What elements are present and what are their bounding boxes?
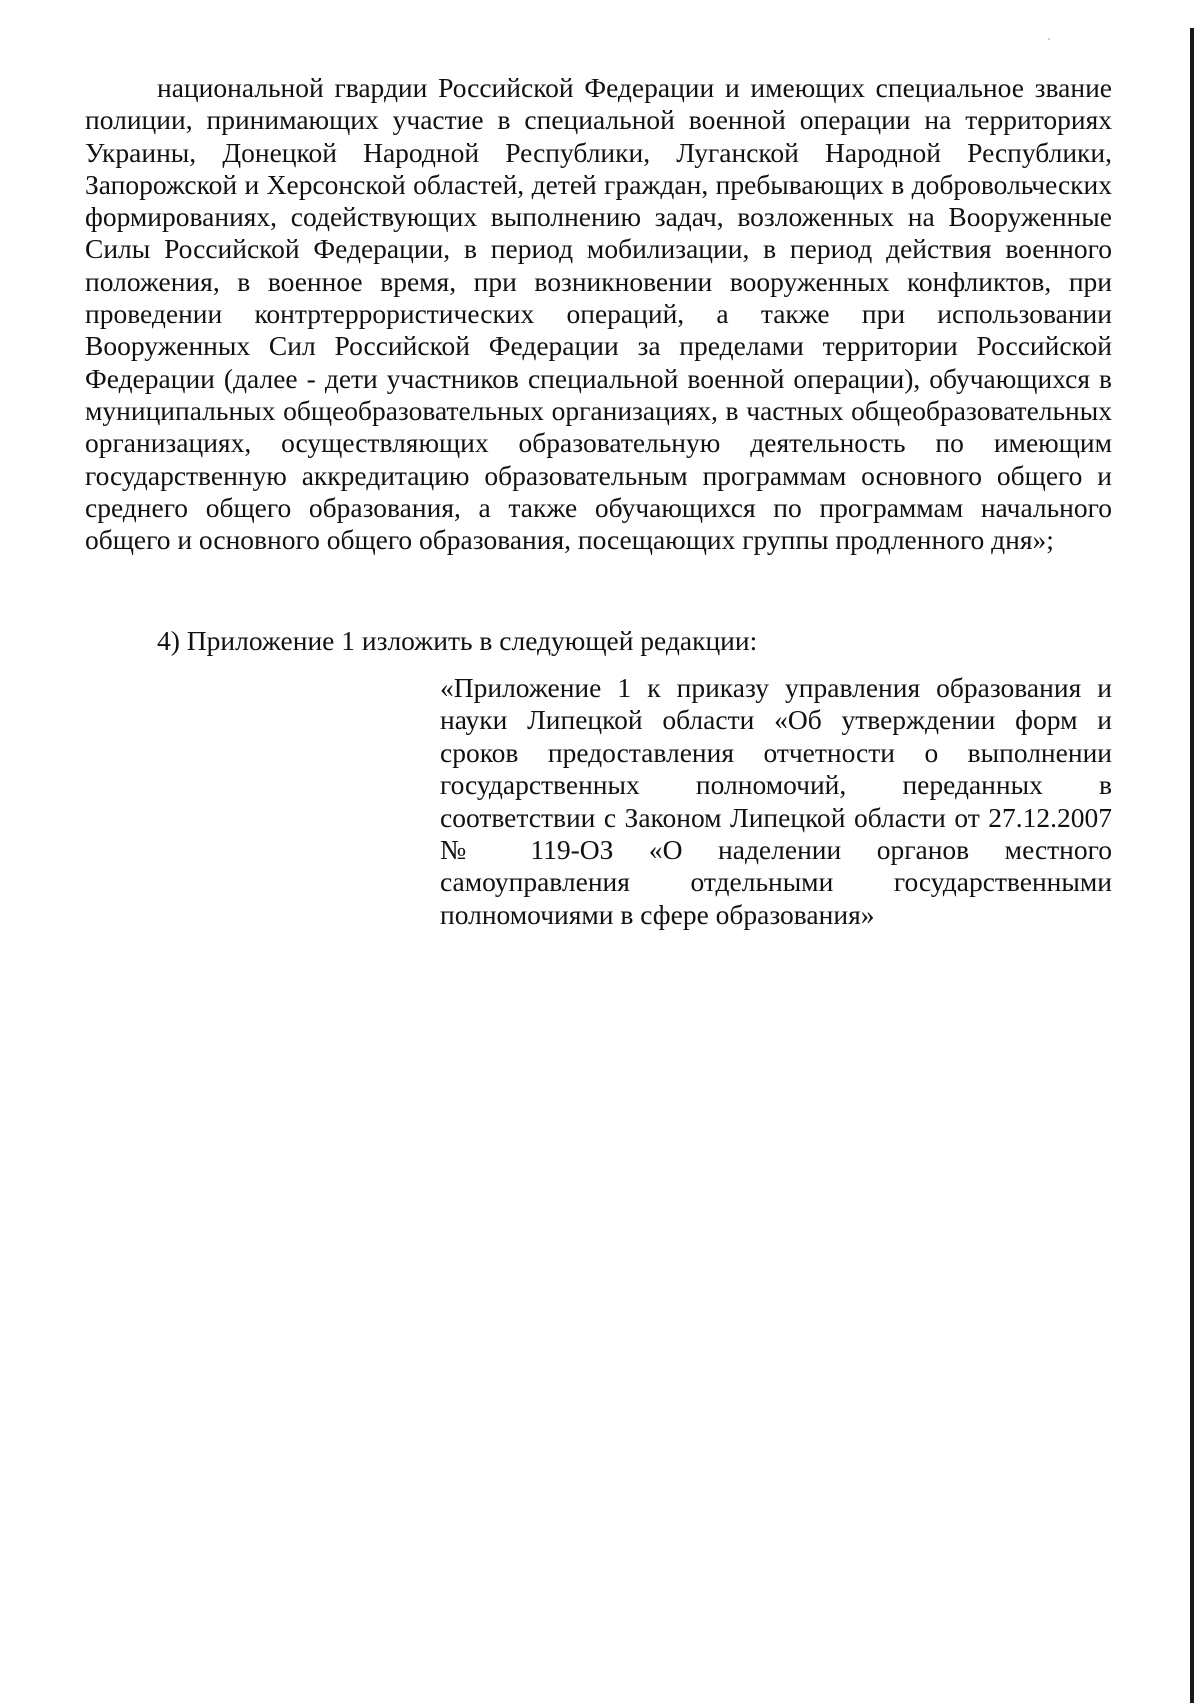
item-4-text: 4) Приложение 1 изложить в следующей редакции:	[157, 625, 758, 656]
appendix-header-text: «Приложение 1 к приказу управления образования и науки Липецкой области «Об утверждении форм и сроков предоставления отчетности о выполнении государственных полномочий, переданных в соответствии с Законом Липецкой области от 27.12.2007 № 119-ОЗ «О наделении органов местного самоуправления отдельными государственными полномочиями в сфере образования»	[440, 672, 1112, 930]
body-paragraph	[85, 72, 1112, 556]
scan-edge-line	[1190, 28, 1194, 1703]
scan-speck	[1048, 38, 1050, 40]
body-paragraph-text: национальной гвардии Российской Федерации и имеющих специальное звание полиции, принимающих участие в специальной военной операции на территориях Украины, Донецкой Народной Республики, Луганской Народной Республики, Запорожской и Херсонской областей, детей граждан, пребывающих в добровольческих формированиях, содействующих выполнению задач, возложенных на Вооруженные Силы Российской Федерации, в период мобилизации, в период действия военного положения, в военное время, при возникновении вооруженных конфликтов, при проведении контртеррористических операций, а также при использовании Вооруженных Сил Российской Федерации за пределами территории Российской Федерации (далее - дети участников специальной военной операции), обучающихся в муниципальных общеобразовательных организациях, в частных общеобразовательных организациях, осуществляющих образовательную деятельность по имеющим государственную аккредитацию образовательным программам основного общего и среднего общего образования, а также обучающихся по программам начального общего и основного общего образования, посещающих группы продленного дня»;	[85, 72, 1112, 556]
